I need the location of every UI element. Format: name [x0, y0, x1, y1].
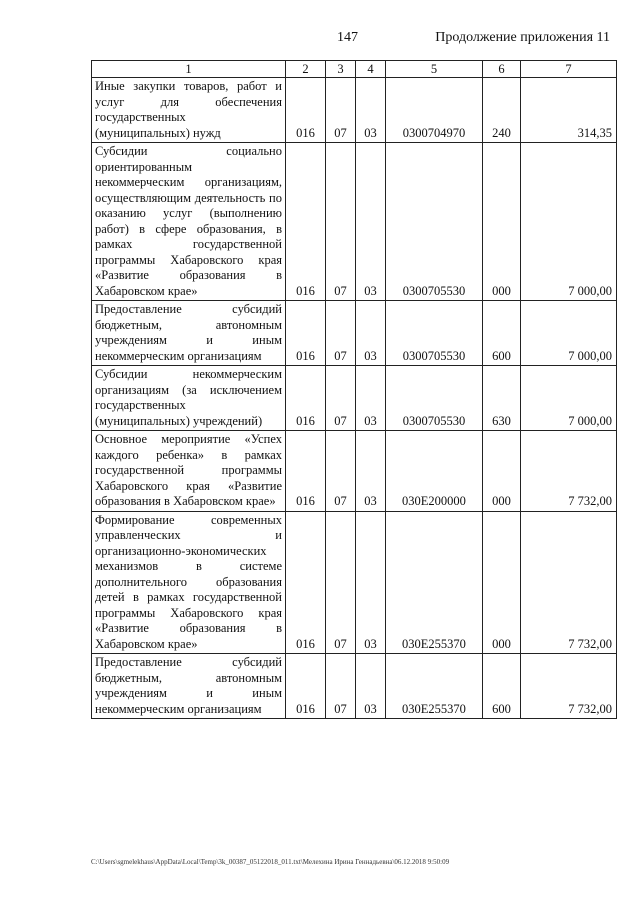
expense-type-code: 000	[483, 143, 521, 301]
subsection-code: 03	[356, 511, 386, 654]
column-header: 7	[521, 61, 617, 78]
footer-file-path: C:\Users\sgmelekhaus\AppData\Local\Temp\3k_00387_05122018_011.txt\Мелехина Ирина Геннадьевна\06.12.2018 9:50:09	[91, 858, 450, 866]
target-article-code: 0300705530	[386, 366, 483, 431]
ministry-code: 016	[286, 301, 326, 366]
page-number: 147	[337, 30, 358, 45]
subsection-code: 03	[356, 143, 386, 301]
subsection-code: 03	[356, 301, 386, 366]
amount: 7 732,00	[521, 511, 617, 654]
table-row	[92, 511, 617, 654]
section-code: 07	[326, 78, 356, 143]
amount: 7 000,00	[521, 366, 617, 431]
column-header: 1	[92, 61, 286, 78]
row-description: Иные закупки товаров, работ и услуг для обеспечения государственных (муниципальных) нужд	[92, 78, 286, 143]
amount: 7 732,00	[521, 654, 617, 719]
row-description: Предоставление субсидий бюджетным, автономным учреждениям и иным некоммерческим организациям	[92, 301, 286, 366]
table-row	[92, 301, 617, 366]
table-row	[92, 78, 617, 143]
section-code: 07	[326, 143, 356, 301]
row-description: Субсидии социально ориентированным некоммерческим организациям, осуществляющим деятельность по оказанию услуг (выполнению работ) в сфере образования, в рамках государственной программы Хабаровского края «Развитие образования в Хабаровском крае»	[92, 143, 286, 301]
column-header: 3	[326, 61, 356, 78]
target-article-code: 030E255370	[386, 511, 483, 654]
section-code: 07	[326, 654, 356, 719]
row-description: Формирование современных управленческих и организационно-экономических механизмов в системе дополнительного образования детей в рамках государственной программы Хабаровского края «Развитие образования в Хабаровском крае»	[92, 511, 286, 654]
row-description: Предоставление субсидий бюджетным, автономным учреждениям и иным некоммерческим организациям	[92, 654, 286, 719]
expense-type-code: 600	[483, 654, 521, 719]
ministry-code: 016	[286, 143, 326, 301]
expense-type-code: 630	[483, 366, 521, 431]
budget-table	[91, 60, 617, 719]
subsection-code: 03	[356, 431, 386, 512]
amount: 7 732,00	[521, 431, 617, 512]
section-code: 07	[326, 366, 356, 431]
ministry-code: 016	[286, 431, 326, 512]
expense-type-code: 240	[483, 78, 521, 143]
column-header: 6	[483, 61, 521, 78]
table-row	[92, 143, 617, 301]
target-article-code: 030E255370	[386, 654, 483, 719]
target-article-code: 0300704970	[386, 78, 483, 143]
section-code: 07	[326, 431, 356, 512]
amount: 7 000,00	[521, 301, 617, 366]
table-header-row	[92, 61, 617, 78]
subsection-code: 03	[356, 654, 386, 719]
table-row	[92, 366, 617, 431]
expense-type-code: 600	[483, 301, 521, 366]
row-description: Основное мероприятие «Успех каждого ребенка» в рамках государственной программы Хабаровского края «Развитие образования в Хабаровском крае»	[92, 431, 286, 512]
amount: 314,35	[521, 78, 617, 143]
section-code: 07	[326, 301, 356, 366]
row-description: Субсидии некоммерческим организациям (за исключением государственных (муниципальных) учреждений)	[92, 366, 286, 431]
ministry-code: 016	[286, 511, 326, 654]
column-header: 2	[286, 61, 326, 78]
table-row	[92, 431, 617, 512]
continuation-label: Продолжение приложения 11	[435, 30, 610, 45]
ministry-code: 016	[286, 78, 326, 143]
expense-type-code: 000	[483, 431, 521, 512]
section-code: 07	[326, 511, 356, 654]
subsection-code: 03	[356, 366, 386, 431]
target-article-code: 0300705530	[386, 143, 483, 301]
ministry-code: 016	[286, 366, 326, 431]
target-article-code: 030E200000	[386, 431, 483, 512]
table-row	[92, 654, 617, 719]
column-header: 4	[356, 61, 386, 78]
expense-type-code: 000	[483, 511, 521, 654]
ministry-code: 016	[286, 654, 326, 719]
amount: 7 000,00	[521, 143, 617, 301]
target-article-code: 0300705530	[386, 301, 483, 366]
column-header: 5	[386, 61, 483, 78]
subsection-code: 03	[356, 78, 386, 143]
